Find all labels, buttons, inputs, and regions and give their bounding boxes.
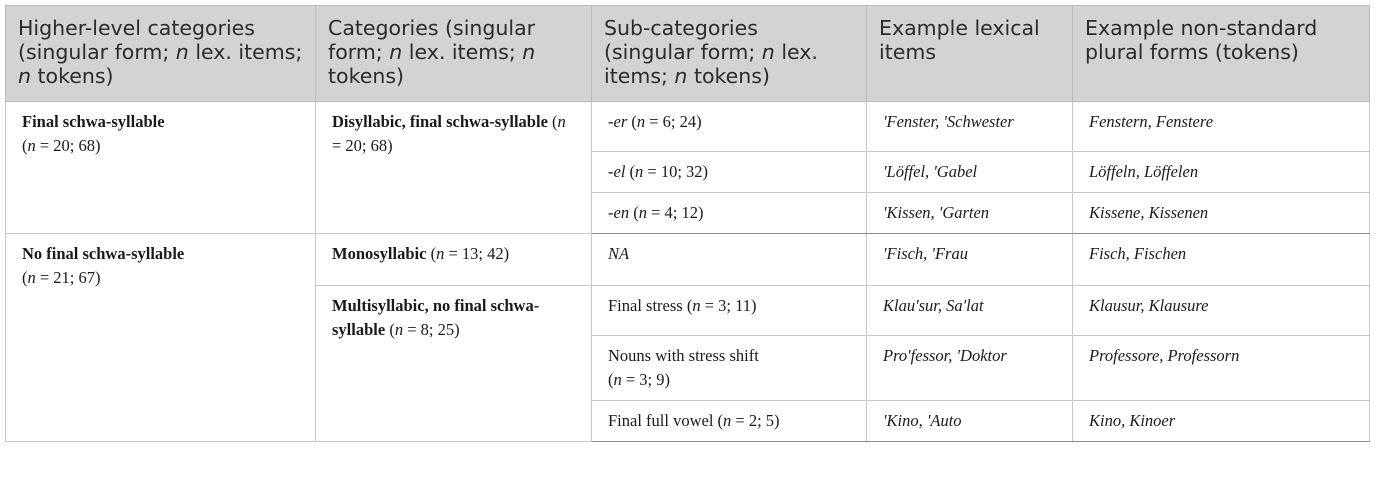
- header-categories: Categories (singular form; n lex. items; n tokens): [316, 6, 592, 102]
- plural-forms-table: [5, 5, 1370, 442]
- plurals-cell: Kissene, Kissenen: [1073, 193, 1370, 234]
- subcategory-cell: NA: [592, 234, 867, 286]
- plurals-cell: Fenstern, Fenstere: [1073, 102, 1370, 152]
- group-no-final-schwa: No final schwa-syllable (n = 21; 67): [6, 234, 316, 442]
- group-final-schwa: Final schwa-syllable (n = 20; 68): [6, 102, 316, 234]
- plurals-cell: Professore, Professorn: [1073, 336, 1370, 401]
- category-disyllabic: Disyllabic, final schwa-syllable (n = 20; 68): [316, 102, 592, 234]
- examples-cell: 'Kissen, 'Garten: [867, 193, 1073, 234]
- subcategory-cell: -er (n = 6; 24): [592, 102, 867, 152]
- subcategory-cell: -en (n = 4; 12): [592, 193, 867, 234]
- header-higher-level-categories: Higher-level categories (singular form; n lex. items; n tokens): [6, 6, 316, 102]
- examples-cell: 'Fisch, 'Frau: [867, 234, 1073, 286]
- category-multisyllabic: Multisyllabic, no final schwa-syllable (n = 8; 25): [316, 286, 592, 442]
- header-row: [6, 6, 1370, 102]
- table-row: [6, 234, 1370, 286]
- header-sub-categories: Sub-categories (singular form; n lex. items; n tokens): [592, 6, 867, 102]
- examples-cell: Pro'fessor, 'Doktor: [867, 336, 1073, 401]
- header-example-plural-forms: Example non-standard plural forms (tokens): [1073, 6, 1370, 102]
- plurals-cell: Löffeln, Löffelen: [1073, 152, 1370, 193]
- examples-cell: 'Fenster, 'Schwester: [867, 102, 1073, 152]
- header-example-lexical-items: Example lexical items: [867, 6, 1073, 102]
- examples-cell: 'Kino, 'Auto: [867, 401, 1073, 442]
- examples-cell: 'Löffel, 'Gabel: [867, 152, 1073, 193]
- subcategory-cell: Final full vowel (n = 2; 5): [592, 401, 867, 442]
- plurals-cell: Kino, Kinoer: [1073, 401, 1370, 442]
- examples-cell: Klau'sur, Sa'lat: [867, 286, 1073, 336]
- category-monosyllabic: Monosyllabic (n = 13; 42): [316, 234, 592, 286]
- subcategory-cell: Nouns with stress shift (n = 3; 9): [592, 336, 867, 401]
- table-row: [6, 102, 1370, 152]
- plurals-cell: Klausur, Klausure: [1073, 286, 1370, 336]
- subcategory-cell: -el (n = 10; 32): [592, 152, 867, 193]
- plurals-cell: Fisch, Fischen: [1073, 234, 1370, 286]
- subcategory-cell: Final stress (n = 3; 11): [592, 286, 867, 336]
